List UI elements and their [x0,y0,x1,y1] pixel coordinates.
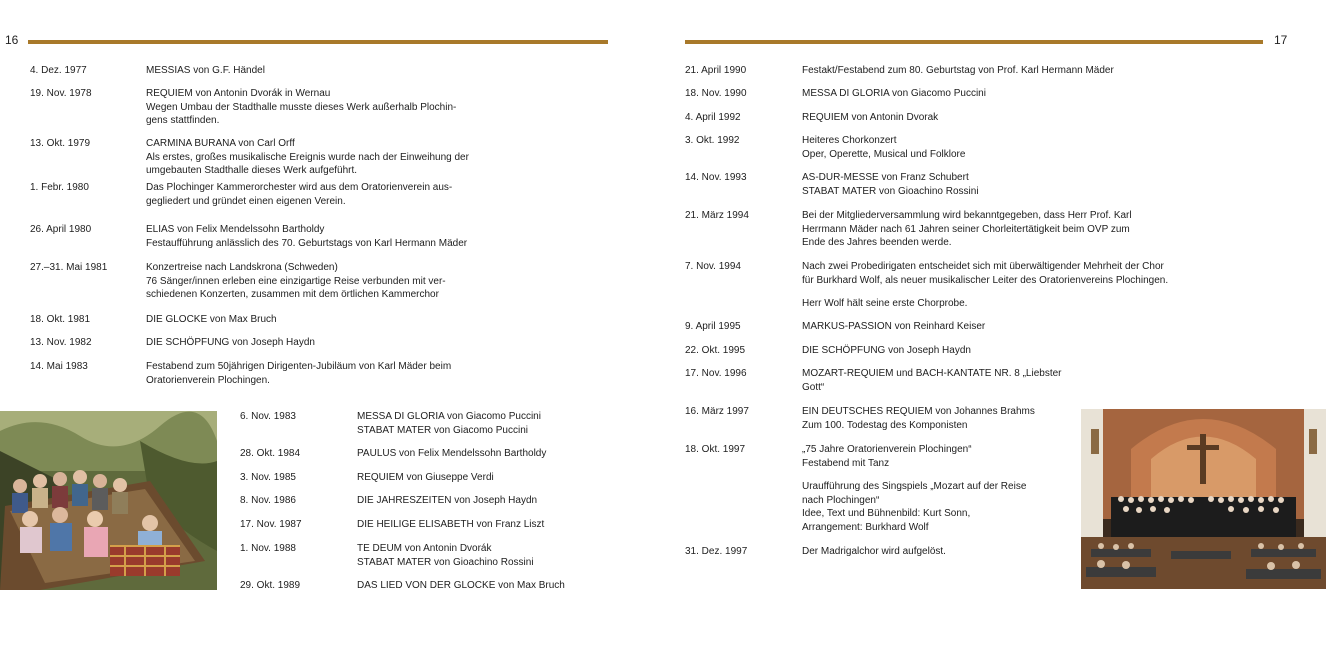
entry-date: 17. Nov. 1996 [685,368,747,379]
entry-date: 4. April 1992 [685,112,741,123]
entry-line: MOZART-REQUIEM und BACH-KANTATE NR. 8 „Liebster [802,368,1062,379]
entry-line: DIE JAHRESZEITEN von Joseph Haydn [357,495,538,506]
timeline-entry [240,447,610,471]
timeline-entry [240,410,610,447]
boat-trip-photo [0,411,217,590]
timeline-entry [30,137,610,181]
timeline-entry [240,471,610,494]
entry-date: 14. Nov. 1993 [685,172,747,183]
entry-line: DIE HEILIGE ELISABETH von Franz Liszt [357,519,545,530]
timeline-entry [685,134,1185,171]
timeline-entry [30,261,610,313]
entry-date: 28. Okt. 1984 [240,448,301,459]
entry-line: Oratorienverein Plochingen. [146,374,270,386]
entry-line: STABAT MATER von Gioachino Rossini [357,556,534,568]
timeline-entry [240,579,610,595]
page-number-right: 17 [1274,33,1288,47]
entry-line: CARMINA BURANA von Carl Orff [146,138,295,149]
entry-line: Nach zwei Probedirigaten entscheidet sich mit überwältigender Mehrheit der Chor [802,261,1164,272]
entry-line: ELIAS von Felix Mendelssohn Bartholdy [146,224,325,235]
timeline-left-lower [240,410,610,595]
entry-line: MESSA DI GLORIA von Giacomo Puccini [802,88,986,99]
entry-date: 8. Nov. 1986 [240,495,296,506]
entry-line: Der Madrigalchor wird aufgelöst. [802,546,946,557]
timeline-entry [685,111,1185,134]
entry-date: 21. März 1994 [685,210,749,221]
timeline-entry [685,320,1185,344]
entry-date: 3. Nov. 1985 [240,472,296,483]
entry-line: Gott“ [802,381,825,393]
entry-date: 14. Mai 1983 [30,361,88,372]
entry-line: Festabend zum 50jährigen Dirigenten-Jubiläum von Karl Mäder beim [146,361,452,372]
timeline-entry [30,360,610,390]
entry-date: 16. März 1997 [685,406,749,417]
page-number-left: 16 [5,33,19,47]
entry-line: „75 Jahre Oratorienverein Plochingen“ [802,444,972,455]
entry-line: REQUIEM von Antonin Dvorak [802,112,939,123]
header-rule-left [28,40,608,44]
timeline-entry [30,64,610,87]
entry-line: Heiteres Chorkonzert [802,135,897,146]
entry-line: REQUIEM von Antonin Dvorák in Wernau [146,88,331,99]
entry-date: 18. Okt. 1997 [685,444,746,455]
entry-date: 1. Febr. 1980 [30,182,89,193]
timeline-entry [685,209,1185,260]
entry-spacer [802,287,1185,297]
entry-line: Herrmann Mäder nach 61 Jahren seiner Chorleitertätigkeit beim OVP zum [802,223,1130,235]
entry-line: 76 Sänger/innen erleben eine einzigartige Reise verbunden mit ver- [146,275,446,287]
entry-line: Festakt/Festabend zum 80. Geburtstag von Prof. Karl Hermann Mäder [802,65,1114,76]
entry-line: Wegen Umbau der Stadthalle musste dieses Werk außerhalb Plochin- [146,101,457,113]
timeline-left-upper [30,64,610,390]
entry-date: 21. April 1990 [685,65,747,76]
entry-date: 18. Nov. 1990 [685,88,747,99]
entry-line: umgebauten Stadthalle dieses Werk aufgeführt. [146,165,358,177]
timeline-entry [240,518,610,542]
entry-line: gegliedert und gründet einen eigenen Verein. [146,195,346,207]
entry-line: Bei der Mitgliederversammlung wird bekanntgegeben, dass Herr Prof. Karl [802,210,1132,221]
timeline-entry [30,336,610,360]
entry-line: Ende des Jahres beenden werde. [802,237,952,249]
entry-line: DIE SCHÖPFUNG von Joseph Haydn [802,345,971,356]
timeline-entry [30,181,610,223]
entry-date: 13. Okt. 1979 [30,138,91,149]
entry-date: 17. Nov. 1987 [240,519,302,530]
entry-line: Festaufführung anlässlich des 70. Geburtstags von Karl Hermann Mäder [146,237,468,249]
entry-line: gens stattfinden. [146,115,220,127]
entry-line: Festabend mit Tanz [802,457,890,469]
entry-line: REQUIEM von Giuseppe Verdi [357,472,494,483]
entry-line: PAULUS von Felix Mendelssohn Bartholdy [357,448,547,459]
entry-line: MESSIAS von G.F. Händel [146,65,265,76]
entry-line: DIE SCHÖPFUNG von Joseph Haydn [146,337,315,348]
entry-date: 27.–31. Mai 1981 [30,262,108,273]
timeline-entry [30,223,610,261]
entry-line: Zum 100. Todestag des Komponisten [802,419,968,431]
timeline-entry [685,87,1185,111]
entry-line: Idee, Text und Bühnenbild: Kurt Sonn, [802,508,971,520]
entry-date: 19. Nov. 1978 [30,88,92,99]
timeline-entry [685,367,1185,405]
timeline-entry [240,494,610,518]
entry-date: 1. Nov. 1988 [240,543,296,554]
entry-date: 26. April 1980 [30,224,92,235]
entry-line: EIN DEUTSCHES REQUIEM von Johannes Brahms [802,406,1035,417]
timeline-entry [30,87,610,137]
entry-date: 7. Nov. 1994 [685,261,741,272]
entry-date: 22. Okt. 1995 [685,345,746,356]
entry-date: 18. Okt. 1981 [30,314,91,325]
entry-line: DIE GLOCKE von Max Bruch [146,314,277,325]
entry-line: MESSA DI GLORIA von Giacomo Puccini [357,411,541,422]
entry-date: 4. Dez. 1977 [30,65,87,76]
timeline-entry [685,260,1185,320]
entry-date: 29. Okt. 1989 [240,580,301,591]
entry-date: 3. Okt. 1992 [685,135,740,146]
entry-line: Als erstes, großes musikalische Ereignis wurde nach der Einweihung der [146,151,469,163]
timeline-entry [685,64,1185,87]
entry-line: Konzertreise nach Landskrona (Schweden) [146,262,338,273]
church-concert-photo [1081,409,1326,589]
entry-line: AS-DUR-MESSE von Franz Schubert [802,172,969,183]
timeline-entry [685,171,1185,209]
entry-date: 9. April 1995 [685,321,741,332]
entry-line: TE DEUM von Antonin Dvorák [357,543,492,554]
entry-date: 31. Dez. 1997 [685,546,748,557]
timeline-entry [240,542,610,579]
entry-line: DAS LIED VON DER GLOCKE von Max Bruch [357,580,565,591]
header-rule-right [685,40,1263,44]
entry-line: Herr Wolf hält seine erste Chorprobe. [802,298,968,310]
entry-line: nach Plochingen“ [802,494,880,506]
timeline-entry [685,344,1185,367]
entry-line: Oper, Operette, Musical und Folklore [802,148,966,160]
entry-line: Uraufführung des Singspiels „Mozart auf der Reise [802,481,1027,493]
entry-line: STABAT MATER von Gioachino Rossini [802,185,979,197]
entry-line: Das Plochinger Kammerorchester wird aus dem Oratorienverein aus- [146,182,453,193]
entry-line: Arrangement: Burkhard Wolf [802,521,929,533]
entry-date: 13. Nov. 1982 [30,337,92,348]
entry-line: schiedenen Konzerten, zusammen mit dem örtlichen Kammerchor [146,289,439,301]
entry-date: 6. Nov. 1983 [240,411,296,422]
timeline-entry [30,313,610,336]
entry-line: STABAT MATER von Giacomo Puccini [357,424,528,436]
entry-line: für Burkhard Wolf, als neuer musikalischer Leiter des Oratorienvereins Plochingen. [802,274,1169,286]
entry-line: MARKUS-PASSION von Reinhard Keiser [802,321,986,332]
